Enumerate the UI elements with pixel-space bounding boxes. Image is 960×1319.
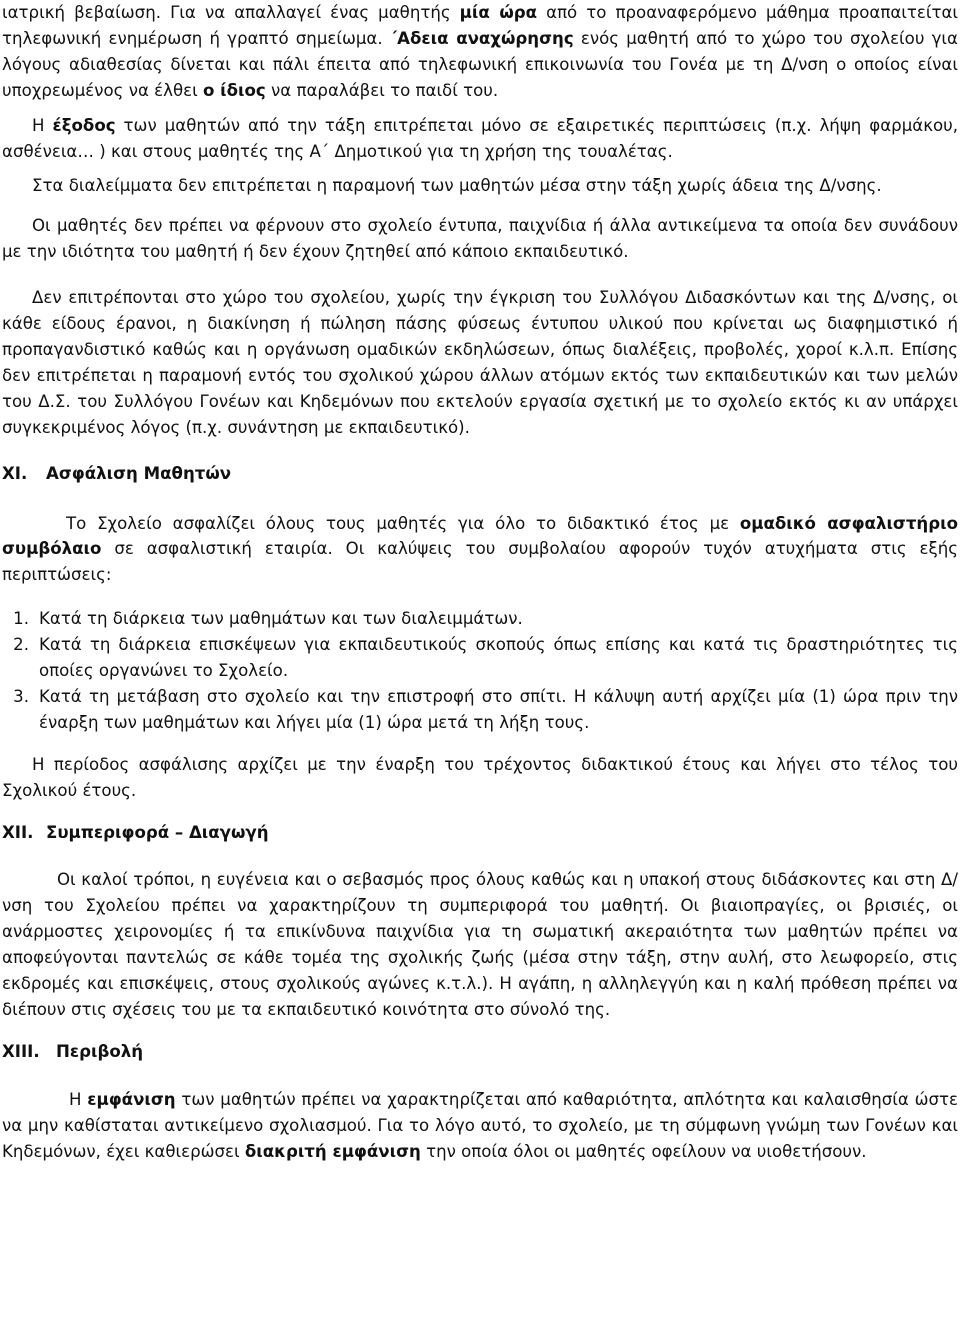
emphasis-one-hour: μία ώρα — [459, 3, 538, 22]
paragraph-class-exit: Η έξοδος των μαθητών από την τάξη επιτρέπεται μόνο σε εξαιρετικές περιπτώσεις (π.χ. λήψη φαρμάκου, ασθένεια… ) και στους μαθητές της Α΄ Δημοτικού για τη χρήση της τουαλέτας. — [2, 115, 958, 161]
paragraph-attire: Η εμφάνιση των μαθητών πρέπει να χαρακτηρίζεται από καθαριότητα, απλότητα και καλαισθησία ώστε να μην καθίσταται αντικείμενο σχολιασμού. Για το λόγο αυτό, το σχολείο, με τη σύμφωνη γνώμη των Γονέων και Κηδεμόνων, έχει καθιερώσει διακριτή εμφάνιση την οποία όλοι οι μαθητές οφείλουν να υιοθετήσουν. — [2, 1089, 958, 1161]
paragraph-absence-rules: ιατρική βεβαίωση. Για να απαλλαγεί ένας μαθητής μία ώρα από το προαναφερόμενο μάθημα προαπαιτείται τηλεφωνική ενημέρωση ή γραπτό σημείωμα. ΄Αδεια αναχώρησης ενός μαθητή από το χώρο του σχολείου για λόγους αδιαθεσίας δίνεται και πάλι έπειτα από τηλεφωνική επικοινωνία του Γονέα με τη Δ/νση ο οποίος είναι υποχρεωμένος να έλθει ο ίδιος να παραλάβει το παιδί του. — [2, 3, 959, 100]
section-heading-attire — [2, 1039, 958, 1065]
emphasis-in-person: ο ίδιος — [202, 80, 266, 100]
list-item: 2. Κατά τη διάρκεια επισκέψεων για εκπαιδευτικούς σκοπούς όπως επίσης και κατά τις δραστηριότητες τις οποίες οργανώνει το Σχολείο. — [2, 632, 958, 684]
emphasis-group-policy: ομαδικό ασφαλιστήριο συμβόλαιο — [2, 513, 958, 559]
paragraph-breaks: Στα διαλείμματα δεν επιτρέπεται η παραμονή των μαθητών μέσα στην τάξη χωρίς άδεια της Δ/νσης. — [32, 176, 882, 196]
section-number: XI. — [2, 463, 28, 483]
emphasis-departure-leave: ΄Αδεια αναχώρησης — [389, 28, 574, 48]
emphasis-exit: έξοδος — [52, 115, 116, 135]
paragraph-behavior: Οι καλοί τρόποι, η ευγένεια και ο σεβασμός προς όλους καθώς και η υπακοή στους διδάσκοντες και στη Δ/νση του Σχολείου πρέπει να χαρακτηρίζουν τη συμπεριφορά του μαθητή. Οι βιαιοπραγίες, οι βρισιές, οι ανάρμοστες χειρονομίες ή τα επικίνδυνα παιχνίδια για τη σωματική ακεραιότητα των μαθητών πρέπει να αποφεύγονται παντελώς σε κάθε τομέα της σχολικής ζωής (μέσα στην τάξη, στην αυλή, στο λεωφορείο, στις εκδρομές και επισκέψεις, στους σχολικούς αγώνες κ.τ.λ.). Η αγάπη, η αλληλεγγύη και η καλή πρόθεση πρέπει να διέπουν στις σχέσεις του με τα εκπαιδευτικό κοινότητα στο σύνολό της. — [2, 870, 958, 1019]
section-number: XIII. — [2, 1041, 40, 1061]
list-number: 2. — [13, 635, 29, 655]
list-item: 3. Κατά τη μετάβαση στο σχολείο και την επιστροφή στο σπίτι. Η κάλυψη αυτή αρχίζει μία (1) ώρα πριν την έναρξη των μαθημάτων και λήγει μία (1) ώρα μετά τη λήξη τους. — [2, 684, 958, 736]
section-title: Ασφάλιση Μαθητών — [46, 463, 232, 483]
paragraph-prohibited-activities: Δεν επιτρέπονται στο χώρο του σχολείου, χωρίς την έγκριση του Συλλόγου Διδασκόντων και της Δ/νσης, οι κάθε είδους έρανοι, η διακίνηση ή πώληση πάσης φύσεως έντυπου υλικού που κρίνεται ως διαφημιστικό ή προπαγανδιστικό καθώς και η οργάνωση ομαδικών εκδηλώσεων, όπως διαλέξεις, προβολές, χοροί κ.λ.π. Επίσης δεν επιτρέπεται η παραμονή εντός του σχολικού χώρου άλλων ατόμων εκτός των εκπαιδευτικών και των μελών του Δ.Σ. του Συλλόγου Γονέων και Κηδεμόνων που εκτελούν εργασία σχετική με το σχολείο εκτός κι αν υπάρχει συγκεκριμένος λόγος (π.χ. συνάντηση με εκπαιδευτικό). — [2, 288, 958, 437]
list-number: 1. — [13, 609, 29, 629]
paragraph-insurance-period: Η περίοδος ασφάλισης αρχίζει με την έναρξη του τρέχοντος διδακτικού έτους και λήγει στο τέλος του Σχολικού έτους. — [2, 754, 958, 800]
emphasis-distinct-appearance: διακριτή εμφάνιση — [244, 1141, 421, 1161]
section-title: Συμπεριφορά – Διαγωγή — [46, 822, 269, 842]
section-number: XII. — [2, 822, 34, 842]
list-number: 3. — [13, 686, 29, 706]
paragraph-prohibited-items: Οι μαθητές δεν πρέπει να φέρνουν στο σχολείο έντυπα, παιχνίδια ή άλλα αντικείμενα τα οποία δεν συνάδουν με την ιδιότητα του μαθητή ή δεν έχουν ζητηθεί από κάποιο εκπαιδευτικό. — [2, 216, 958, 262]
emphasis-appearance: εμφάνιση — [87, 1089, 176, 1109]
section-heading-behavior — [2, 820, 958, 846]
insurance-cases-list — [2, 606, 958, 736]
section-heading-insurance — [2, 461, 958, 487]
paragraph-insurance: Το Σχολείο ασφαλίζει όλους τους μαθητές για όλο το διδακτικό έτος με ομαδικό ασφαλιστήριο συμβόλαιο σε ασφαλιστική εταιρία. Οι καλύψεις του συμβολαίου αφορούν τυχόν ατυχήματα στις εξής περιπτώσεις: — [2, 513, 958, 585]
section-title: Περιβολή — [56, 1041, 144, 1061]
list-item: 1. Κατά τη διάρκεια των μαθημάτων και των διαλειμμάτων. — [2, 606, 958, 632]
